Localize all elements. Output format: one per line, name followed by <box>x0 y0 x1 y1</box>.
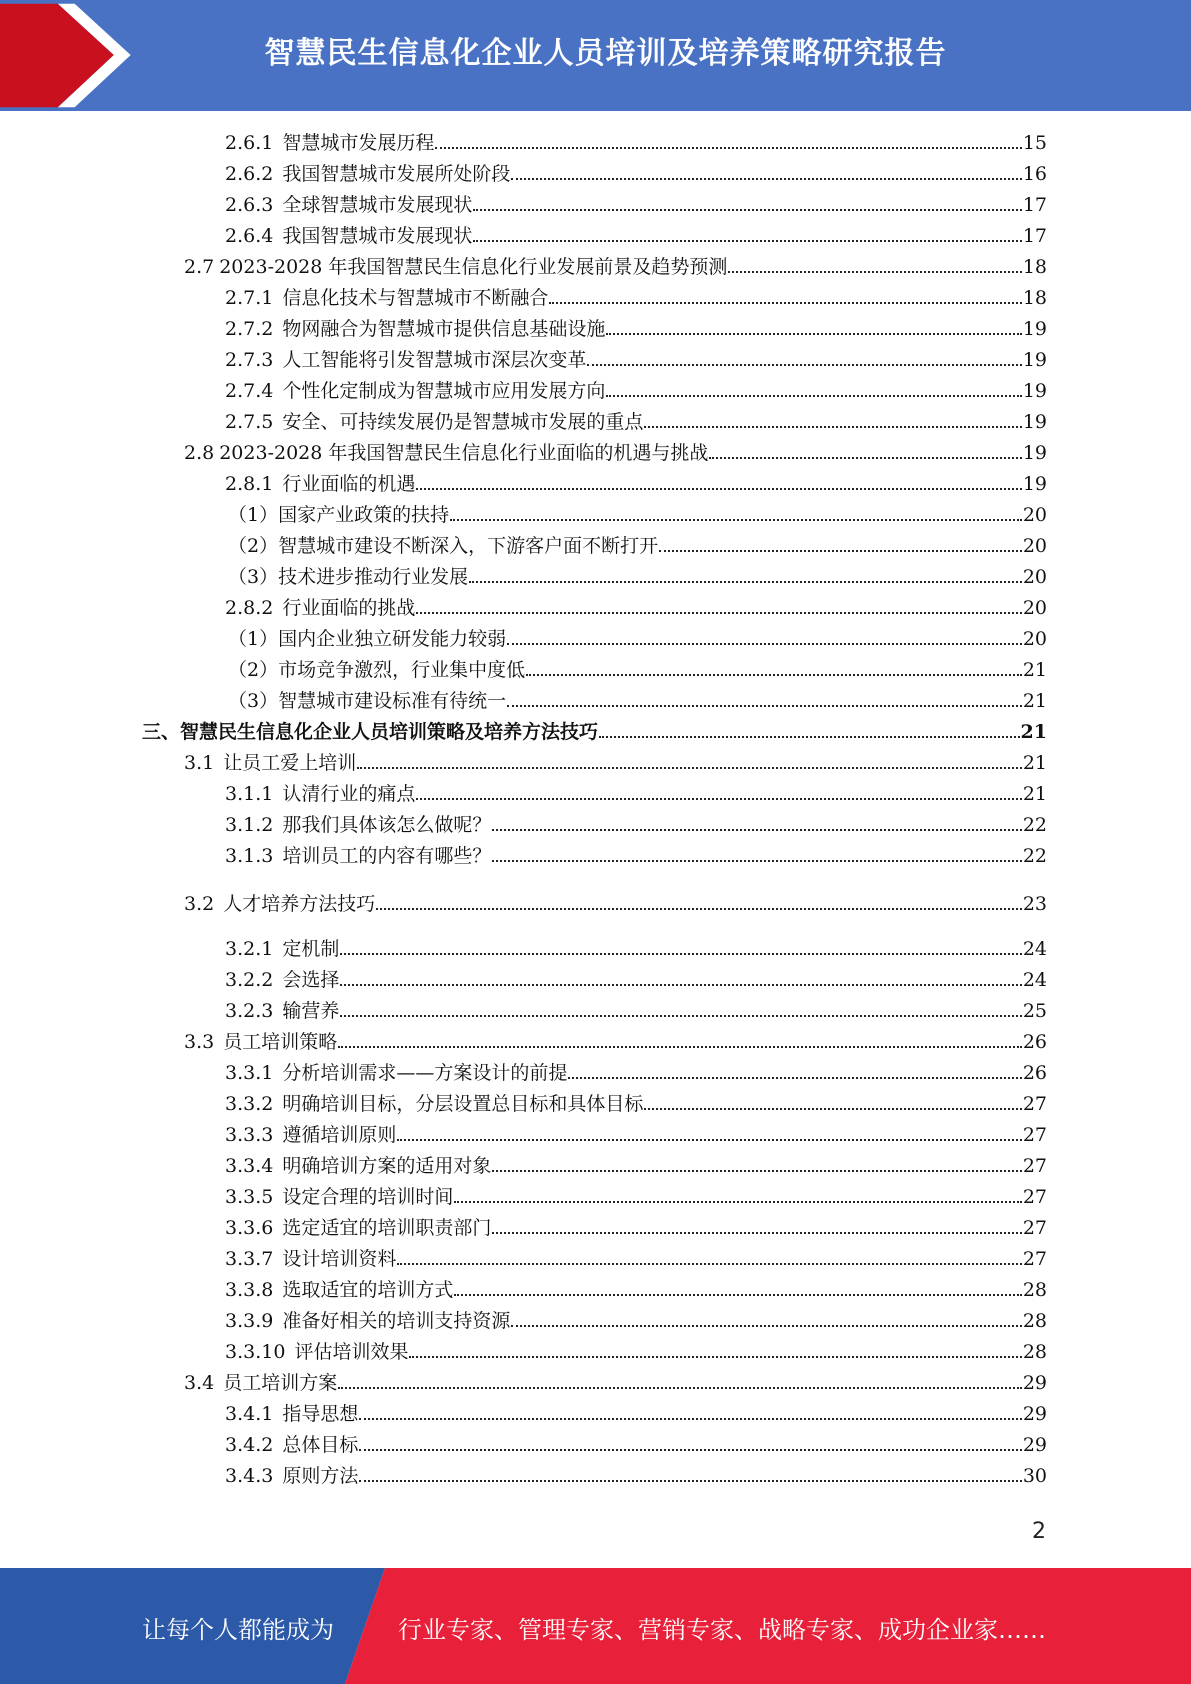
toc-entry[interactable] <box>225 1244 1047 1272</box>
toc-entry-title: 遵循培训原则 <box>282 1124 397 1146</box>
toc-entry[interactable] <box>225 1182 1047 1210</box>
toc-leader-dots <box>359 1448 1021 1451</box>
toc-entry-title: 那我们具体该怎么做呢？ <box>282 814 492 836</box>
toc-entry[interactable] <box>225 469 1047 497</box>
toc-leader-dots <box>709 456 1021 459</box>
footer-slogan-right: 行业专家、管理专家、营销专家、战略专家、成功企业家…… <box>398 1616 1046 1644</box>
toc-entry-title: 总体目标 <box>282 1434 359 1456</box>
toc-entry-number: （2） <box>228 659 279 681</box>
toc-entry-title: 评估培训效果 <box>294 1341 409 1363</box>
toc-entry-page: 20 <box>1022 535 1047 557</box>
toc-entry[interactable] <box>225 934 1047 962</box>
toc-entry[interactable] <box>225 1461 1047 1489</box>
toc-entry-title: 国家产业政策的扶持 <box>278 504 450 526</box>
toc-entry-page: 21 <box>1022 690 1047 712</box>
toc-entry-title: 2023-2028 年我国智慧民生信息化行业面临的机遇与挑战 <box>219 442 709 464</box>
toc-entry-number: 3.3.8 <box>225 1279 274 1301</box>
toc-entry-page: 19 <box>1022 442 1047 464</box>
toc-entry-page: 20 <box>1022 504 1047 526</box>
toc-entry-number: （1） <box>228 628 279 650</box>
toc-entry-page: 29 <box>1022 1434 1047 1456</box>
toc-entry-number: 3.3.7 <box>225 1248 274 1270</box>
toc-entry-number: 2.7 <box>184 256 215 278</box>
toc-entry[interactable] <box>228 655 1047 683</box>
toc-entry-title: 安全、可持续发展仍是智慧城市发展的重点 <box>282 411 644 433</box>
toc-entry-number: 2.7.1 <box>225 287 274 309</box>
toc-entry[interactable] <box>225 1337 1047 1365</box>
toc-entry-title: 我国智慧城市发展现状 <box>282 225 473 247</box>
toc-leader-dots <box>549 301 1021 304</box>
toc-entry-page: 21 <box>1022 783 1047 805</box>
page-header <box>0 0 1191 111</box>
toc-entry-number: 三、 <box>142 721 181 743</box>
toc-entry-number: 2.7.2 <box>225 318 274 340</box>
toc-entry[interactable] <box>225 1399 1047 1427</box>
toc-entry-page: 27 <box>1022 1248 1047 1270</box>
toc-entry-page: 22 <box>1022 845 1047 867</box>
toc-entry[interactable] <box>184 252 1047 280</box>
toc-entry-number: 3.2.2 <box>225 969 274 991</box>
toc-entry-number: 3.2.3 <box>225 1000 274 1022</box>
toc-entry-number: 3.3.9 <box>225 1310 274 1332</box>
toc-entry[interactable] <box>225 314 1047 342</box>
toc-entry-page: 21 <box>1022 659 1047 681</box>
toc-leader-dots <box>511 177 1021 180</box>
toc-leader-dots <box>473 208 1021 211</box>
page-footer <box>0 1568 1191 1684</box>
toc-entry-number: 2.6.1 <box>225 132 274 154</box>
toc-entry[interactable] <box>225 221 1047 249</box>
toc-entry-page: 15 <box>1022 132 1047 154</box>
toc-entry[interactable] <box>225 1089 1047 1117</box>
toc-entry-page: 18 <box>1022 256 1047 278</box>
toc-entry[interactable] <box>225 1430 1047 1458</box>
toc-entry-number: 2.6.2 <box>225 163 274 185</box>
toc-entry-number: 2.6.3 <box>225 194 274 216</box>
toc-entry-page: 27 <box>1022 1155 1047 1177</box>
toc-entry-number: 3.3.3 <box>225 1124 274 1146</box>
toc-entry[interactable] <box>225 407 1047 435</box>
toc-leader-dots <box>454 1293 1021 1296</box>
report-title: 智慧民生信息化企业人员培训及培养策略研究报告 <box>264 36 947 71</box>
toc-entry-title: 全球智慧城市发展现状 <box>282 194 473 216</box>
toc-entry-page: 19 <box>1022 318 1047 340</box>
toc-entry-page: 30 <box>1022 1465 1047 1487</box>
toc-entry-title: 国内企业独立研发能力较弱 <box>278 628 507 650</box>
toc-entry-number: 3.1 <box>184 752 215 774</box>
toc-entry-page: 18 <box>1022 287 1047 309</box>
toc-entry-title: 员工培训策略 <box>223 1031 338 1053</box>
toc-entry[interactable] <box>225 190 1047 218</box>
toc-entry[interactable] <box>225 128 1047 156</box>
toc-entry[interactable] <box>225 345 1047 373</box>
toc-entry[interactable] <box>225 1120 1047 1148</box>
toc-entry-number: 3.2 <box>184 893 215 915</box>
toc-entry[interactable] <box>225 1275 1047 1303</box>
toc-entry-page: 27 <box>1022 1093 1047 1115</box>
toc-leader-dots <box>599 735 1020 738</box>
toc-entry-number: 2.8.1 <box>225 473 274 495</box>
toc-entry-title: 明确培训目标，分层设置总目标和具体目标 <box>282 1093 644 1115</box>
toc-entry-title: 输营养 <box>282 1000 340 1022</box>
toc-entry[interactable] <box>225 965 1047 993</box>
toc-entry-page: 26 <box>1022 1062 1047 1084</box>
toc-leader-dots <box>492 828 1021 831</box>
toc-entry-title: 选取适宜的培训方式 <box>282 1279 454 1301</box>
toc-entry-title: 智慧城市建设不断深入，下游客户面不断打开 <box>278 535 659 557</box>
toc-entry-title: 技术进步推动行业发展 <box>278 566 469 588</box>
toc-leader-dots <box>340 983 1021 986</box>
toc-entry[interactable] <box>225 1213 1047 1241</box>
toc-entry-number: 3.4.1 <box>225 1403 274 1425</box>
toc-entry-page: 20 <box>1022 597 1047 619</box>
toc-leader-dots <box>568 1076 1021 1079</box>
toc-entry-page: 21 <box>1022 752 1047 774</box>
toc-entry-title: 认清行业的痛点 <box>282 783 416 805</box>
toc-entry-number: 3.3.5 <box>225 1186 274 1208</box>
toc-entry-page: 24 <box>1022 938 1047 960</box>
toc-leader-dots <box>492 1231 1021 1234</box>
toc-entry-page: 22 <box>1022 814 1047 836</box>
toc-leader-dots <box>409 1355 1021 1358</box>
toc-entry-number: 3.3.10 <box>225 1341 286 1363</box>
toc-entry-page: 20 <box>1022 566 1047 588</box>
toc-leader-dots <box>492 1169 1021 1172</box>
toc-entry[interactable] <box>184 889 1047 917</box>
toc-leader-dots <box>359 1479 1021 1482</box>
toc-entry-title: 明确培训方案的适用对象 <box>282 1155 492 1177</box>
toc-entry-page: 27 <box>1022 1124 1047 1146</box>
toc-entry[interactable] <box>228 562 1047 590</box>
toc-entry-number: 3.4 <box>184 1372 215 1394</box>
toc-entry-page: 19 <box>1022 411 1047 433</box>
toc-leader-dots <box>659 549 1022 552</box>
toc-leader-dots <box>507 704 1022 707</box>
toc-entry-page: 17 <box>1022 194 1047 216</box>
toc-entry-title: 智慧城市建设标准有待统一 <box>278 690 507 712</box>
toc-entry-number: 3.3 <box>184 1031 215 1053</box>
toc-entry-title: 行业面临的挑战 <box>282 597 416 619</box>
toc-entry-number: 3.3.4 <box>225 1155 274 1177</box>
toc-entry[interactable] <box>225 779 1047 807</box>
toc-entry-number: 2.7.4 <box>225 380 274 402</box>
toc-entry-title: 让员工爱上培训 <box>223 752 357 774</box>
toc-leader-dots <box>606 332 1021 335</box>
toc-leader-dots <box>359 1417 1021 1420</box>
toc-entry-page: 29 <box>1022 1403 1047 1425</box>
toc-entry-page: 26 <box>1022 1031 1047 1053</box>
toc-leader-dots <box>397 1262 1021 1265</box>
toc-entry-page: 19 <box>1022 473 1047 495</box>
toc-leader-dots <box>469 580 1022 583</box>
footer-slogan-left: 让每个人都能成为 <box>142 1616 334 1644</box>
toc-entry[interactable] <box>225 810 1047 838</box>
toc-entry[interactable] <box>225 593 1047 621</box>
toc-entry-page: 27 <box>1022 1217 1047 1239</box>
toc-entry[interactable] <box>184 1027 1047 1055</box>
toc-leader-dots <box>454 1200 1021 1203</box>
toc-entry[interactable] <box>225 1306 1047 1334</box>
toc-entry-number: （3） <box>228 566 279 588</box>
page-number: 2 <box>1032 1519 1046 1544</box>
toc-entry-number: 3.3.6 <box>225 1217 274 1239</box>
toc-leader-dots <box>340 952 1021 955</box>
toc-entry-title: 物网融合为智慧城市提供信息基础设施 <box>282 318 606 340</box>
toc-entry-title: 员工培训方案 <box>223 1372 338 1394</box>
toc-leader-dots <box>511 1324 1021 1327</box>
toc-entry-page: 23 <box>1022 893 1047 915</box>
toc-entry-number: 3.1.1 <box>225 783 274 805</box>
toc-entry-title: 培训员工的内容有哪些？ <box>282 845 492 867</box>
toc-entry-page: 21 <box>1020 721 1047 743</box>
toc-leader-dots <box>473 239 1021 242</box>
toc-leader-dots <box>492 859 1021 862</box>
toc-entry-page: 28 <box>1022 1341 1047 1363</box>
toc-entry-title: 人工智能将引发智慧城市深层次变革 <box>282 349 587 371</box>
toc-entry-title: 2023-2028 年我国智慧民生信息化行业发展前景及趋势预测 <box>219 256 728 278</box>
toc-leader-dots <box>357 766 1022 769</box>
toc-leader-dots <box>397 1138 1021 1141</box>
toc-leader-dots <box>416 611 1021 614</box>
toc-entry[interactable] <box>225 1058 1047 1086</box>
toc-entry-title: 信息化技术与智慧城市不断融合 <box>282 287 549 309</box>
toc-entry-title: 市场竞争激烈，行业集中度低 <box>278 659 526 681</box>
toc-entry-number: 2.7.3 <box>225 349 274 371</box>
toc-entry-title: 智慧城市发展历程 <box>282 132 435 154</box>
toc-entry-title: 设计培训资料 <box>282 1248 397 1270</box>
toc-entry[interactable] <box>184 438 1047 466</box>
toc-leader-dots <box>416 487 1021 490</box>
toc-leader-dots <box>644 425 1021 428</box>
toc-entry-title: 分析培训需求——方案设计的前提 <box>282 1062 568 1084</box>
toc-leader-dots <box>338 1045 1022 1048</box>
toc-leader-dots <box>526 673 1022 676</box>
toc-entry[interactable] <box>228 500 1047 528</box>
toc-entry[interactable] <box>184 748 1047 776</box>
toc-entry-page: 29 <box>1022 1372 1047 1394</box>
toc-leader-dots <box>507 642 1022 645</box>
toc-leader-dots <box>376 907 1022 910</box>
toc-entry-number: （1） <box>228 504 279 526</box>
toc-entry[interactable] <box>228 686 1047 714</box>
toc-entry-page: 19 <box>1022 380 1047 402</box>
toc-entry-number: 2.7.5 <box>225 411 274 433</box>
toc-entry-title: 选定适宜的培训职责部门 <box>282 1217 492 1239</box>
toc-entry[interactable] <box>225 1151 1047 1179</box>
toc-entry-number: 2.8.2 <box>225 597 274 619</box>
toc-leader-dots <box>587 363 1021 366</box>
toc-entry-title: 人才培养方法技巧 <box>223 893 376 915</box>
toc-entry-number: （2） <box>228 535 279 557</box>
toc-entry[interactable] <box>228 531 1047 559</box>
toc-entry-title: 智慧民生信息化企业人员培训策略及培养方法技巧 <box>180 721 599 743</box>
toc-entry-title: 准备好相关的培训支持资源 <box>282 1310 511 1332</box>
toc-entry-number: （3） <box>228 690 279 712</box>
toc-entry-page: 17 <box>1022 225 1047 247</box>
toc-leader-dots <box>435 146 1021 149</box>
toc-entry[interactable] <box>184 1368 1047 1396</box>
toc-leader-dots <box>338 1386 1022 1389</box>
toc-leader-dots <box>450 518 1022 521</box>
toc-entry-title: 会选择 <box>282 969 340 991</box>
toc-entry-title: 我国智慧城市发展所处阶段 <box>282 163 511 185</box>
toc-leader-dots <box>416 797 1021 800</box>
toc-entry[interactable] <box>225 159 1047 187</box>
toc-leader-dots <box>606 394 1021 397</box>
toc-entry-number: 2.8 <box>184 442 215 464</box>
toc-entry-title: 原则方法 <box>282 1465 359 1487</box>
toc-entry-title: 个性化定制成为智慧城市应用发展方向 <box>282 380 606 402</box>
toc-entry-number: 3.3.1 <box>225 1062 274 1084</box>
toc-leader-dots <box>644 1107 1021 1110</box>
toc-entry-page: 20 <box>1022 628 1047 650</box>
toc-entry-title: 行业面临的机遇 <box>282 473 416 495</box>
toc-entry[interactable] <box>225 841 1047 869</box>
toc-entry[interactable] <box>225 376 1047 404</box>
toc-entry-number: 3.4.2 <box>225 1434 274 1456</box>
toc-entry-page: 19 <box>1022 349 1047 371</box>
toc-entry-title: 设定合理的培训时间 <box>282 1186 454 1208</box>
toc-entry-number: 3.4.3 <box>225 1465 274 1487</box>
toc-entry[interactable] <box>228 624 1047 652</box>
toc-entry-title: 指导思想 <box>282 1403 359 1425</box>
toc-entry-page: 25 <box>1022 1000 1047 1022</box>
toc-entry-page: 24 <box>1022 969 1047 991</box>
toc-entry[interactable] <box>225 996 1047 1024</box>
toc-leader-dots <box>340 1014 1021 1017</box>
toc-entry[interactable] <box>225 283 1047 311</box>
toc-entry-page: 28 <box>1022 1310 1047 1332</box>
toc-entry-title: 定机制 <box>282 938 340 960</box>
toc-entry-number: 3.1.2 <box>225 814 274 836</box>
toc-chapter-entry[interactable] <box>142 717 1047 745</box>
toc-entry-number: 3.2.1 <box>225 938 274 960</box>
toc-entry-number: 3.1.3 <box>225 845 274 867</box>
toc-entry-page: 16 <box>1022 163 1047 185</box>
toc-entry-number: 2.6.4 <box>225 225 274 247</box>
toc-entry-page: 28 <box>1022 1279 1047 1301</box>
toc-entry-number: 3.3.2 <box>225 1093 274 1115</box>
toc-leader-dots <box>728 270 1021 273</box>
toc-entry-page: 27 <box>1022 1186 1047 1208</box>
